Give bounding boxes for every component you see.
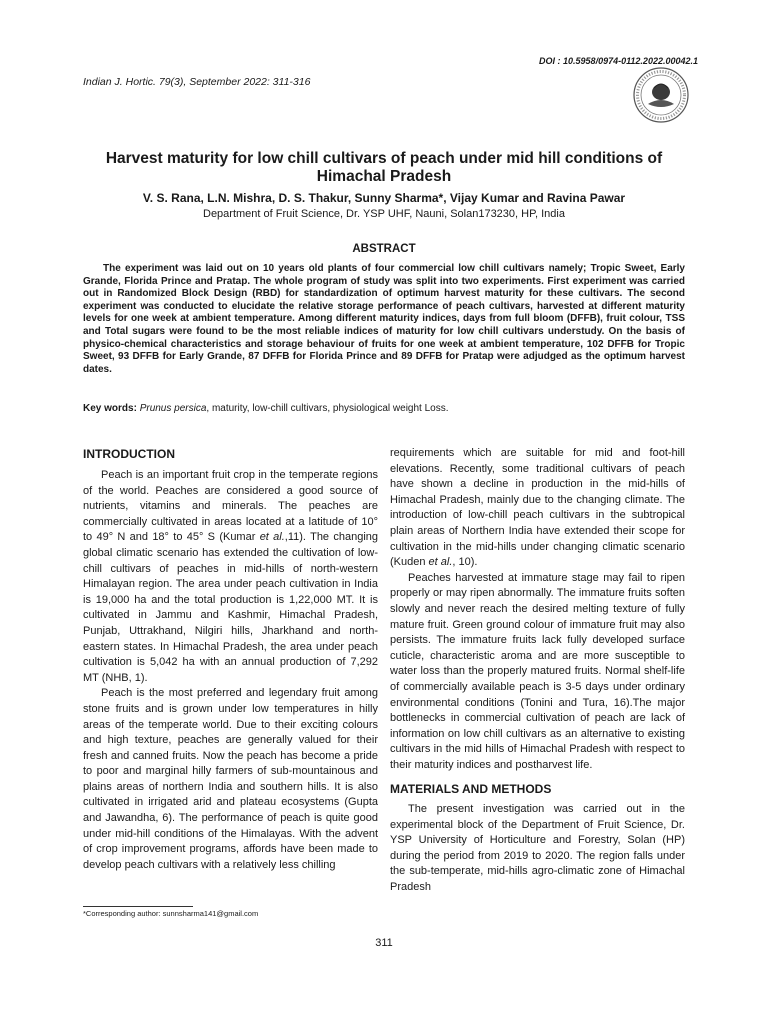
keywords-label: Key words:	[83, 403, 137, 414]
abstract-text: The experiment was laid out on 10 years old plants of four commercial low chill cultivars namely; Tropic Sweet, Early Grande, Florida Prince and Pratap. The whole program of study was split into two experiments. First experiment was carried out in Randomized Block Design (RBD) for standardization of optimum harvest maturity for these cultivars. The second experiment was conducted to elucidate the relative storage performance of peach cultivars, harvested at different maturity levels for one week at ambient temperature. Among different maturity indices, days from full bloom (DFFB), fruit colour, TSS and Total sugars were found to be the most reliable indices of maturity for low chill cultivars understudy. On the basis of physico-chemical characteristics and storage behaviour of fruits for one week at ambient temperature, 102 DFFB for Tropic Sweet, 93 DFFB for Early Grande, 87 DFFB for Florida Prince and 89 DFFB for Pratap were adjudged as the optimum harvest dates.	[83, 263, 685, 375]
abstract-heading: ABSTRACT	[352, 243, 416, 255]
citation-etal: et al.	[259, 531, 285, 544]
keywords-species: Prunus persica	[139, 403, 207, 414]
page-number: 311	[375, 937, 393, 949]
intro-paragraph-4: Peaches harvested at immature stage may fail to ripen properly or may ripen abnormally. The immature fruits soften slowly and never reach the desired melting texture of fully mature fruit. Green ground colour of immature fruit may also persists. The immature fruits lack fully developed surface cuticle, characteristic aroma and are more susceptible to water loss than the properly matured fruits. Normal shelf-life of commercially available peach is 3-5 days under ordinary environmental conditions (Tonini and Tura, 16).The major bottlenecks in commercial cultivation of peach are lack of information on low chill cultivars as an alternative to existing cultivars in the mid hills of Himachal Pradesh with respect to their maturity indices and postharvest life.	[390, 571, 685, 771]
intro-p3-text-cont: , 10).	[452, 556, 478, 569]
intro-p1-text-cont: ,11). The changing global climatic scenario has extended the cultivation of low-chill cultivars of peaches in mid-hills of north-western Himalayan region. The area under peach cultivation in India is 19,000 ha and the total production is 1,22,000 MT. It is cultivated in Jammu and Kashmir, Himachal Pradesh, Punjab, Uttrakhand, Nilgiri hills, Jharkhand and north-eastern states. In Himachal Pradesh, the area under peach cultivation is 5,042 ha with an annual production of 7,292 MT (NHB, 1).	[83, 531, 379, 684]
affiliation: Department of Fruit Science, Dr. YSP UHF, Nauni, Solan173230, HP, India	[203, 208, 565, 220]
doi: DOI : 10.5958/0974-0112.2022.00042.1	[539, 56, 698, 66]
footnote: *Corresponding author: sunnsharma141@gmail.com	[83, 909, 259, 918]
intro-p3-text: requirements which are suitable for mid and foot-hill elevations. Recently, some traditional cultivars of peach have shown a decline in production in the mid-hills of Himachal Pradesh, mainly due to the changing climate. The introduction of low-chill peach cultivars in the subtropical plain areas of Northern India have extended their scope for cultivation in the mid-hills under changing climatic scenario (Kuden	[390, 447, 685, 569]
footnote-divider	[83, 906, 193, 907]
author-list: V. S. Rana, L.N. Mishra, D. S. Thakur, Sunny Sharma*, Vijay Kumar and Ravina Pawar	[142, 191, 626, 205]
section-heading-introduction: INTRODUCTION	[83, 447, 175, 461]
right-column	[390, 446, 685, 896]
left-column	[83, 468, 378, 873]
intro-paragraph-2: Peach is the most preferred and legendary fruit among stone fruits and is grown under low temperatures in hilly areas of the temperate world. Due to their exciting colours and high texture, peaches are generally valued for their fresh and canned fruits. Now the peach has become a pride to poor and marginal hilly farmers of sub-mountainous and plains areas of northern India and southern hills. It is also cultivated in irrigated arid and plateau ecosystems (Gupta and Jawandha, 6). The performance of peach is quite good under mid-hill conditions of the Himalayas. With the advent of crop improvement programs, affords have been made to develop peach cultivars with a relatively less chilling	[83, 687, 378, 871]
journal-citation: Indian J. Hortic. 79(3), September 2022: 311-316	[83, 76, 311, 88]
citation-etal: et al.	[428, 556, 453, 569]
paper-title: Harvest maturity for low chill cultivars of peach under mid hill conditions of Himachal Pradesh	[105, 150, 663, 185]
society-seal-icon	[632, 66, 690, 124]
intro-paragraph-3	[390, 446, 685, 571]
keywords-list: , maturity, low-chill cultivars, physiological weight Loss.	[206, 403, 449, 414]
methods-paragraph-1: The present investigation was carried out in the experimental block of the Department of Fruit Science, Dr. YSP University of Horticulture and Forestry, Solan (HP) during the period from 2019 to 2020. The region falls under the sub-temperate, mid-hills agro-climatic zone of Himachal Pradesh	[390, 803, 685, 894]
keywords	[83, 403, 685, 415]
intro-paragraph-1	[83, 468, 378, 686]
section-heading-methods: MATERIALS AND METHODS	[390, 782, 552, 797]
intro-p1-text: Peach is an important fruit crop in the temperate regions of the world. Peaches are considered a good source of nutrients, vitamins and minerals. The peaches are commercially cultivated in areas located at a latitude of 10° to 49° N and 18° to 45° S (Kumar	[83, 469, 378, 544]
